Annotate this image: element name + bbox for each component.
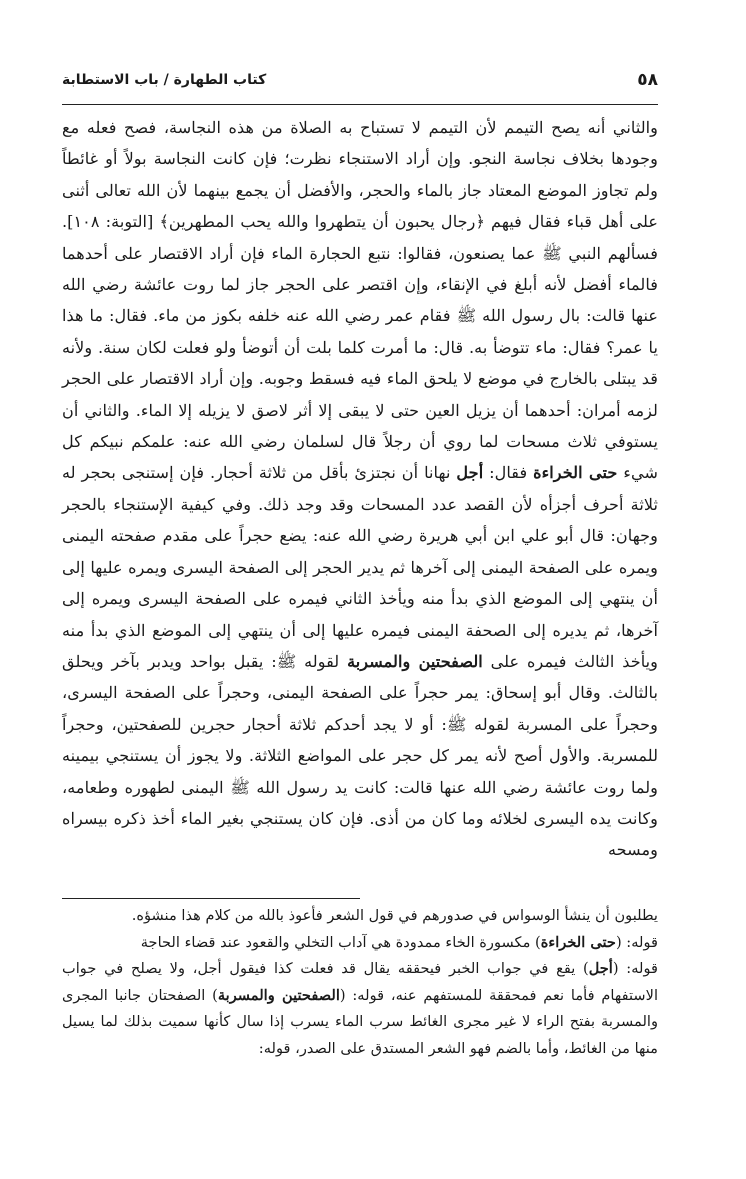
footnote-2-pre: قوله: ( xyxy=(615,933,658,951)
footnote-3-pre: قوله: ( xyxy=(612,960,658,978)
running-title: كتاب الطهارة / باب الاستطابة xyxy=(62,72,267,88)
footnote-2-term: حتى الخراءة xyxy=(540,933,616,951)
page-header xyxy=(62,70,658,100)
footnote-1-text: يطلبون أن ينشأ الوسواس في صدورهم في قول الشعر فأعوذ بالله من كلام هذا منشؤه. xyxy=(131,907,658,924)
footnote-3-post: ) الصفحتان جانبا المجرى والمسربة بفتح الراء لا غير مجرى الغائط سرب الماء يسرب إذا سال كأنها سميت بذلك لما يسيل منها من الغائط، وأما بالضم فهو الشعر المستدق على الصدر، قوله: xyxy=(62,986,658,1057)
footnote-2-post: ) مكسورة الخاء ممدودة هي آداب التخلي والقعود عند قضاء الحاجة xyxy=(140,933,541,951)
main-text xyxy=(62,112,658,866)
page-number: ٥٨ xyxy=(637,70,658,90)
footnote-3 xyxy=(62,956,658,1062)
footnote-3-term-2: الصفحتين والمسربة xyxy=(217,986,340,1004)
bold-term-ajal: أجل xyxy=(456,463,484,483)
main-paragraph xyxy=(62,112,658,866)
header-rule xyxy=(62,104,658,105)
footnote-3-term: أجل xyxy=(588,960,613,978)
main-text-seg-4: لقوله ﷺ: يقبل بواحد ويدبر بآخر ويحلق بالثالث. وقال أبو إسحاق: يمر حجراً على الصفحة اليمنى، وحجراً على الصفحة اليسرى، وحجراً على المسربة لقوله ﷺ: أو لا يجد أحدكم ثلاثة أحجار حجرين للصفحتين، وحجراً للمسربة. والأول أصح لأنه يمر كل حجر على المواضع الثلاثة. ولا يجوز أن يستنجي بيمينه ولما روت عائشة رضي الله عنها قالت: كانت يد رسول الله ﷺ اليمنى لطهوره وطعامه، وكانت يده اليسرى لخلائه وما كان من أذى. فإن كان يستنجي بغير الماء أخذ ذكره بيسراه ومسحه xyxy=(62,651,658,860)
main-text-seg-3: نهانا أن نجتزئ بأقل من ثلاثة أحجار. فإن إستنجى بحجر له ثلاثة أحرف أجزأه لأن القصد عدد المسحات وقد وجد ذلك. وفي كيفية الإستنجاء بالحجر وجهان: قال أبو علي ابن أبي هريرة رضي الله عنه: يضع حجراً على مقدم صفحته اليمنى ويمره على الصفحة اليمنى إلى آخرها ثم يدير الحجر إلى الصفحة اليسرى ويمره عليها إلى أن ينتهي إلى الموضع الذي بدأ منه ويأخذ الثاني فيمره على الصفحة اليسرى ويمره إلى آخرها، ثم يديره إلى الصحفة اليمنى فيمره عليها إلى أن ينتهي إلى الموضع الذي بدأ منه ويأخذ الثالث فيمره على xyxy=(62,463,658,671)
main-text-seg-2: فقال: xyxy=(489,463,528,483)
footnote-2 xyxy=(62,930,658,957)
bold-term-khiraa: حتى الخراءة xyxy=(533,463,618,483)
footnote-1 xyxy=(62,903,658,930)
footnotes xyxy=(62,903,658,1063)
bold-term-safhatain: الصفحتين والمسربة xyxy=(347,651,483,671)
footnote-3-mid: ) يقع في جواب الخبر فيحققه يقال قد فعلت كذا فيقول أجل، ولا يصلح في جواب الاستفهام فأما نعم فمحققة للمستفهم عنه، قوله: ( xyxy=(62,960,658,1004)
main-text-seg-1: والثاني أنه يصح التيمم لأن التيمم لا تستباح به الصلاة من هذه النجاسة، فصح فعله مع وجودها بخلاف نجاسة النجو. وإن أراد الاستنجاء نظرت؛ فإن كانت النجاسة بولاً أو غائطاً ولم تجاوز الموضع المعتاد جاز بالماء والحجر، والأفضل أن يجمع بينهما لأن الله تعالى أثنى على أهل قباء فقال فيهم ﴿رجال يحبون أن يتطهروا والله يحب المطهرين﴾ [التوبة: ١٠٨]. فسألهم النبي ﷺ عما يصنعون، فقالوا: نتبع الحجارة الماء فإن أراد الاقتصار على أحدهما فالماء أفضل لأنه أبلغ في الإنقاء، وإن اقتصر على الحجر جاز لما روت عائشة رضي الله عنها قالت: بال رسول الله ﷺ فقام عمر رضي الله عنه خلفه بكوز من ماء. فقال: ما هذا يا عمر؟ فقال: ماء تتوضأ به. قال: ما أمرت كلما بلت أن أتوضأ ولو فعلت لكان سنة. ولأنه قد يبتلى بالخارج في موضع لا يلحق الماء فيه فسقط وجوبه. وإن أراد الاقتصار على الحجر لزمه أمران: أحدهما أن يزيل العين حتى لا يبقى إلا أثر لاصق لا يزيله إلا الماء. والثاني أن يستوفي ثلاث مسحات لما روي أن رجلاً قال لسلمان رضي الله عنه: علمكم نبيكم كل شيء xyxy=(62,118,659,483)
footnote-rule xyxy=(62,898,360,899)
